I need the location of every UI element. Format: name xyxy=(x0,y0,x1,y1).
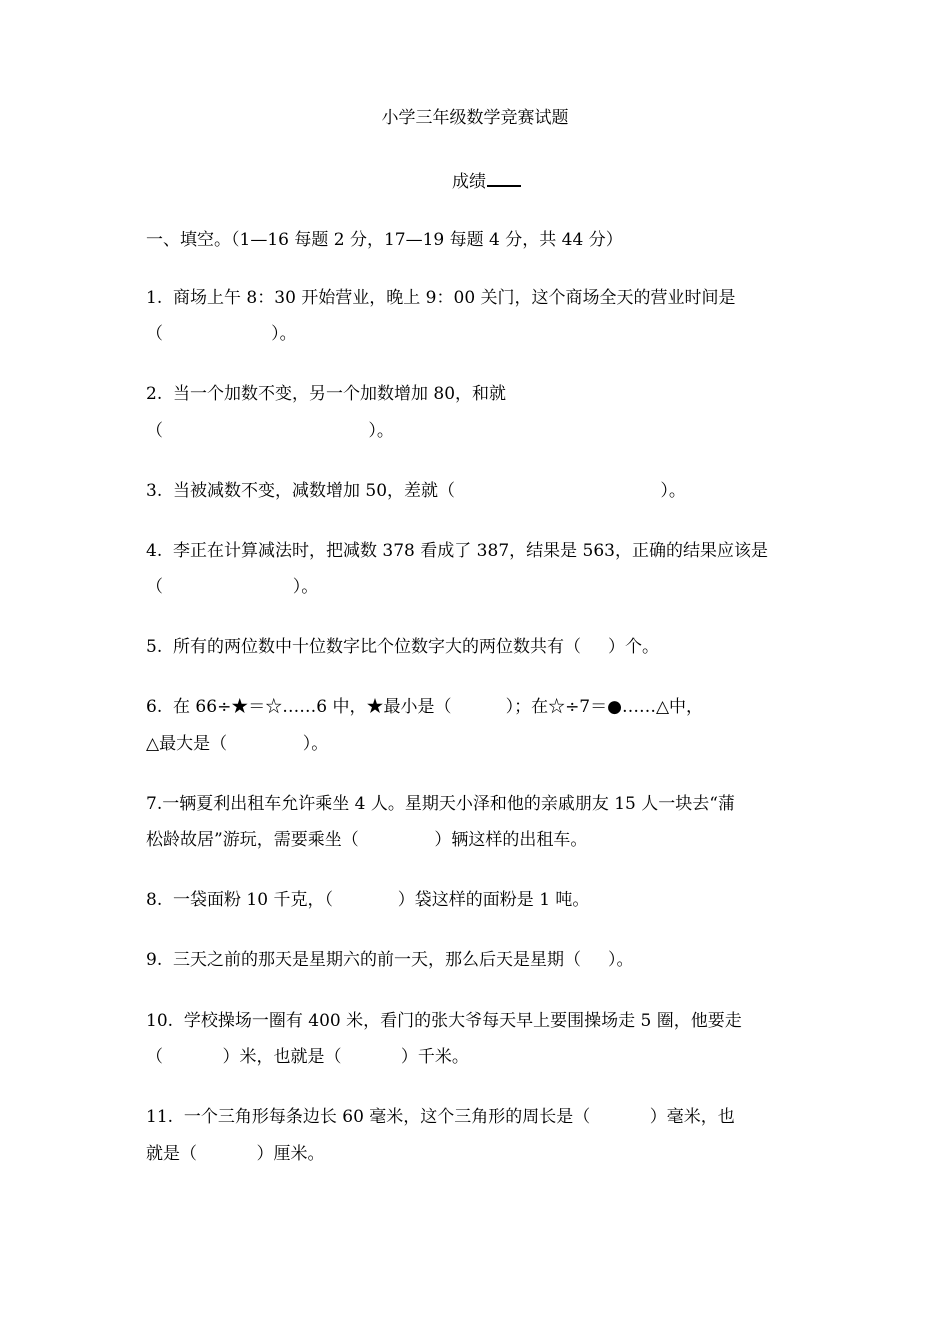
question-10-line-2: （ ）米，也就是（ ）千米。 xyxy=(146,1047,469,1067)
question-5-line-1: 5. 所有的两位数中十位数字比个位数字大的两位数共有（ ）个。 xyxy=(146,637,660,657)
question-2-line-1: 2. 当一个加数不变，另一个加数增加 80，和就 xyxy=(146,384,507,404)
exam-title: 小学三年级数学竞赛试题 xyxy=(381,108,569,128)
question-8-line-1: 8. 一袋面粉 10 千克，（ ）袋这样的面粉是 1 吨。 xyxy=(146,890,590,910)
question-1-line-1: 1. 商场上午 8：30 开始营业，晚上 9：00 关门，这个商场全天的营业时间是 xyxy=(146,288,736,308)
score-label: 成绩 xyxy=(452,172,486,192)
question-6-line-2: △最大是（ ）。 xyxy=(146,734,329,754)
question-10-line-1: 10. 学校操场一圈有 400 米，看门的张大爷每天早上要围操场走 5 圈，他要走 xyxy=(146,1011,742,1031)
score-line xyxy=(452,167,521,193)
question-3-line-1: 3. 当被减数不变，减数增加 50，差就（ ）。 xyxy=(146,481,686,501)
question-11-line-1: 11. 一个三角形每条边长 60 毫米，这个三角形的周长是（ ）毫米，也 xyxy=(146,1107,735,1127)
question-9-line-1: 9. 三天之前的那天是星期六的前一天，那么后天是星期（ ）。 xyxy=(146,950,634,970)
question-4-line-2: （ ）。 xyxy=(146,577,319,597)
score-blank xyxy=(487,167,521,187)
question-4-line-1: 4. 李正在计算减法时，把减数 378 看成了 387，结果是 563，正确的结果应该是 xyxy=(146,541,768,561)
question-1-line-2: （ ）。 xyxy=(146,324,297,344)
question-11-line-2: 就是（ ）厘米。 xyxy=(146,1144,325,1164)
question-6-line-1: 6. 在 66÷★＝☆……6 中，★最小是（ ）；在☆÷7＝●……△中， xyxy=(146,697,704,717)
question-7-line-2: 松龄故居”游玩，需要乘坐（ ）辆这样的出租车。 xyxy=(146,830,588,850)
question-7-line-1: 7.一辆夏利出租车允许乘坐 4 人。星期天小泽和他的亲戚朋友 15 人一块去“蒲 xyxy=(146,794,735,814)
section-heading: 一、填空。（1—16 每题 2 分，17—19 每题 4 分，共 44 分） xyxy=(146,230,623,250)
question-2-line-2: （ ）。 xyxy=(146,421,394,441)
